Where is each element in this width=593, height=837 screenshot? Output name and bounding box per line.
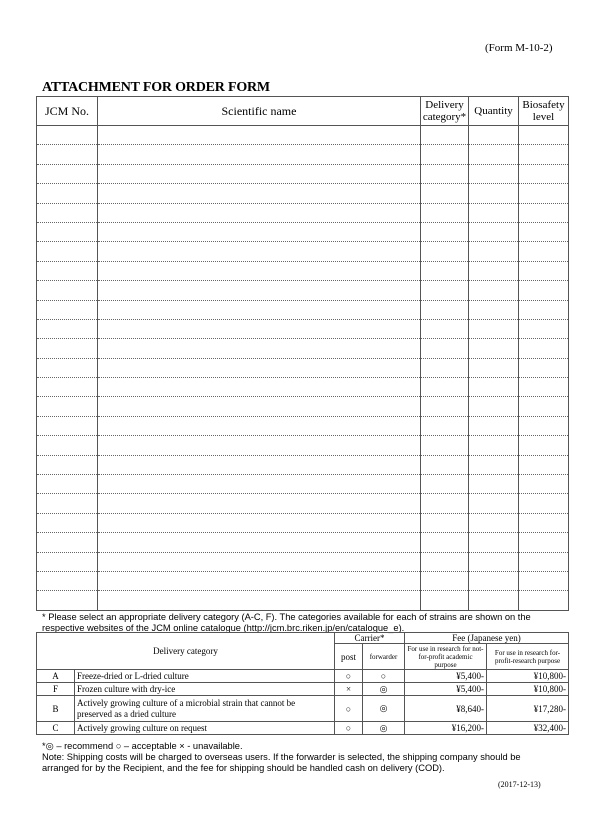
quantity-cell[interactable]	[469, 222, 519, 241]
order-row	[37, 571, 569, 590]
scientific-name-cell[interactable]	[98, 494, 421, 513]
delivery-category-cell[interactable]	[421, 591, 469, 610]
scientific-name-cell[interactable]	[98, 397, 421, 416]
quantity-cell[interactable]	[469, 533, 519, 552]
quantity-cell[interactable]	[469, 571, 519, 590]
scientific-name-cell[interactable]	[98, 571, 421, 590]
order-attachment-table	[36, 96, 569, 611]
col-header-quantity: Quantity	[469, 97, 519, 126]
forwarder-availability: ◎	[363, 696, 405, 722]
fee-nonprofit: ¥16,200-	[405, 722, 487, 735]
forwarder-availability: ○	[363, 670, 405, 683]
quantity-cell[interactable]	[469, 319, 519, 338]
post-availability: ○	[335, 696, 363, 722]
col-header-scientific-name: Scientific name	[98, 97, 421, 126]
jcm-no-cell[interactable]	[37, 203, 98, 222]
jcm-no-cell[interactable]	[37, 571, 98, 590]
order-row	[37, 203, 569, 222]
biosafety-level-cell[interactable]	[519, 571, 569, 590]
form-date: (2017-12-13)	[498, 780, 541, 789]
order-row	[37, 261, 569, 280]
carrier-forwarder-header: forwarder	[363, 644, 405, 670]
biosafety-level-cell[interactable]	[519, 378, 569, 397]
category-desc: Freeze-dried or L-dried culture	[75, 670, 335, 683]
scientific-name-cell[interactable]	[98, 242, 421, 261]
delivery-category-cell[interactable]	[421, 242, 469, 261]
order-row	[37, 242, 569, 261]
scientific-name-cell[interactable]	[98, 339, 421, 358]
jcm-no-cell[interactable]	[37, 281, 98, 300]
delivery-category-cell[interactable]	[421, 281, 469, 300]
scientific-name-cell[interactable]	[98, 126, 421, 145]
fee-nonprofit-header: For use in research for not-for-profit academic purpose	[405, 644, 487, 670]
order-row	[37, 126, 569, 145]
biosafety-level-cell[interactable]	[519, 145, 569, 164]
biosafety-level-cell[interactable]	[519, 126, 569, 145]
jcm-no-cell[interactable]	[37, 339, 98, 358]
delivery-category-cell[interactable]	[421, 533, 469, 552]
order-row	[37, 591, 569, 610]
scientific-name-cell[interactable]	[98, 475, 421, 494]
scientific-name-cell[interactable]	[98, 513, 421, 532]
delivery-category-cell[interactable]	[421, 494, 469, 513]
fee-nonprofit: ¥5,400-	[405, 683, 487, 696]
delivery-category-cell[interactable]	[421, 358, 469, 377]
biosafety-level-cell[interactable]	[519, 242, 569, 261]
fee-profit: ¥10,800-	[487, 683, 569, 696]
jcm-no-cell[interactable]	[37, 533, 98, 552]
delivery-category-cell[interactable]	[421, 126, 469, 145]
delivery-category-cell[interactable]	[421, 571, 469, 590]
fee-nonprofit: ¥5,400-	[405, 670, 487, 683]
biosafety-level-cell[interactable]	[519, 397, 569, 416]
biosafety-level-cell[interactable]	[519, 222, 569, 241]
order-row	[37, 164, 569, 183]
order-row	[37, 397, 569, 416]
quantity-cell[interactable]	[469, 281, 519, 300]
biosafety-level-cell[interactable]	[519, 494, 569, 513]
biosafety-line2: level	[532, 111, 555, 123]
delivery-category-cell[interactable]	[421, 339, 469, 358]
quantity-cell[interactable]	[469, 300, 519, 319]
scientific-name-cell[interactable]	[98, 378, 421, 397]
fee-nonprofit: ¥8,640-	[405, 696, 487, 722]
form-code: (Form M-10-2)	[485, 42, 553, 54]
biosafety-level-cell[interactable]	[519, 339, 569, 358]
order-row	[37, 222, 569, 241]
order-row	[37, 358, 569, 377]
quantity-cell[interactable]	[469, 378, 519, 397]
order-row	[37, 533, 569, 552]
delivery-category-note: * Please select an appropriate delivery category (A-C, F). The categories available for each of strains are shown on the respective websites of the JCM online catalogue (http://jcm.brc.riken.jp/en/catalogue_e).	[42, 612, 531, 633]
delivery-category-cell[interactable]	[421, 145, 469, 164]
order-row	[37, 300, 569, 319]
biosafety-level-cell[interactable]	[519, 533, 569, 552]
jcm-no-cell[interactable]	[37, 455, 98, 474]
delivery-category-cell[interactable]	[421, 436, 469, 455]
col-header-jcm-no: JCM No.	[37, 97, 98, 126]
delivery-category-cell[interactable]	[421, 455, 469, 474]
scientific-name-cell[interactable]	[98, 552, 421, 571]
jcm-no-cell[interactable]	[37, 416, 98, 435]
delivery-line2: category*	[422, 111, 467, 123]
delivery-category-cell[interactable]	[421, 475, 469, 494]
quantity-cell[interactable]	[469, 455, 519, 474]
quantity-cell[interactable]	[469, 126, 519, 145]
jcm-no-cell[interactable]	[37, 164, 98, 183]
shipping-note: Note: Shipping costs will be charged to overseas users. If the forwarder is selected, the shipping company should be arranged for by the Recipient, and the fee for shipping should be handled cash on delivery (COD).	[42, 752, 521, 773]
scientific-name-cell[interactable]	[98, 203, 421, 222]
quantity-cell[interactable]	[469, 494, 519, 513]
scientific-name-cell[interactable]	[98, 184, 421, 203]
jcm-no-cell[interactable]	[37, 591, 98, 610]
quantity-cell[interactable]	[469, 436, 519, 455]
jcm-no-cell[interactable]	[37, 300, 98, 319]
biosafety-level-cell[interactable]	[519, 455, 569, 474]
jcm-no-cell[interactable]	[37, 319, 98, 338]
delivery-category-cell[interactable]	[421, 164, 469, 183]
fee-row	[37, 696, 569, 722]
scientific-name-cell[interactable]	[98, 533, 421, 552]
quantity-cell[interactable]	[469, 261, 519, 280]
jcm-no-cell[interactable]	[37, 242, 98, 261]
post-availability: ×	[335, 683, 363, 696]
forwarder-availability: ◎	[363, 722, 405, 735]
biosafety-level-cell[interactable]	[519, 300, 569, 319]
jcm-no-cell[interactable]	[37, 184, 98, 203]
category-desc: Actively growing culture on request	[75, 722, 335, 735]
order-row	[37, 436, 569, 455]
jcm-no-cell[interactable]	[37, 222, 98, 241]
jcm-no-cell[interactable]	[37, 378, 98, 397]
biosafety-level-cell[interactable]	[519, 261, 569, 280]
carrier-post-header: post	[335, 644, 363, 670]
scientific-name-cell[interactable]	[98, 281, 421, 300]
biosafety-level-cell[interactable]	[519, 416, 569, 435]
biosafety-level-cell[interactable]	[519, 436, 569, 455]
category-code: B	[37, 696, 75, 722]
order-row	[37, 455, 569, 474]
delivery-category-cell[interactable]	[421, 378, 469, 397]
order-row	[37, 145, 569, 164]
quantity-cell[interactable]	[469, 397, 519, 416]
quantity-cell[interactable]	[469, 242, 519, 261]
scientific-name-cell[interactable]	[98, 591, 421, 610]
order-row	[37, 494, 569, 513]
fee-row	[37, 683, 569, 696]
fee-row	[37, 670, 569, 683]
scientific-name-cell[interactable]	[98, 164, 421, 183]
page-title: ATTACHMENT FOR ORDER FORM	[42, 80, 270, 95]
quantity-cell[interactable]	[469, 513, 519, 532]
biosafety-level-cell[interactable]	[519, 319, 569, 338]
quantity-cell[interactable]	[469, 591, 519, 610]
jcm-no-cell[interactable]	[37, 475, 98, 494]
jcm-no-cell[interactable]	[37, 436, 98, 455]
jcm-no-cell[interactable]	[37, 126, 98, 145]
delivery-category-cell[interactable]	[421, 222, 469, 241]
delivery-line1: Delivery	[425, 99, 464, 111]
jcm-no-cell[interactable]	[37, 261, 98, 280]
fee-profit: ¥32,400-	[487, 722, 569, 735]
biosafety-level-cell[interactable]	[519, 203, 569, 222]
jcm-no-cell[interactable]	[37, 552, 98, 571]
delivery-category-cell[interactable]	[421, 203, 469, 222]
biosafety-level-cell[interactable]	[519, 513, 569, 532]
scientific-name-cell[interactable]	[98, 145, 421, 164]
order-row	[37, 339, 569, 358]
order-row	[37, 184, 569, 203]
quantity-cell[interactable]	[469, 339, 519, 358]
scientific-name-cell[interactable]	[98, 319, 421, 338]
quantity-cell[interactable]	[469, 475, 519, 494]
fee-header-fee: Fee (Japanese yen)	[405, 633, 569, 644]
quantity-cell[interactable]	[469, 416, 519, 435]
quantity-cell[interactable]	[469, 164, 519, 183]
fee-profit: ¥17,280-	[487, 696, 569, 722]
jcm-no-cell[interactable]	[37, 513, 98, 532]
biosafety-level-cell[interactable]	[519, 552, 569, 571]
biosafety-level-cell[interactable]	[519, 591, 569, 610]
order-row	[37, 281, 569, 300]
category-desc: Actively growing culture of a microbial strain that cannot be preserved as a dried culture	[75, 696, 335, 722]
biosafety-line1: Biosafety	[522, 99, 565, 111]
fee-header-carrier: Carrier*	[335, 633, 405, 644]
fee-header-delivery-category: Delivery category	[37, 633, 335, 670]
category-code: F	[37, 683, 75, 696]
fee-table	[36, 632, 569, 735]
jcm-no-cell[interactable]	[37, 397, 98, 416]
delivery-category-cell[interactable]	[421, 552, 469, 571]
delivery-category-cell[interactable]	[421, 416, 469, 435]
order-row	[37, 416, 569, 435]
forwarder-availability: ◎	[363, 683, 405, 696]
scientific-name-cell[interactable]	[98, 455, 421, 474]
category-desc: Frozen culture with dry-ice	[75, 683, 335, 696]
delivery-category-cell[interactable]	[421, 397, 469, 416]
fee-row	[37, 722, 569, 735]
order-row	[37, 475, 569, 494]
category-code: C	[37, 722, 75, 735]
biosafety-level-cell[interactable]	[519, 358, 569, 377]
post-availability: ○	[335, 722, 363, 735]
fee-profit: ¥10,800-	[487, 670, 569, 683]
order-row	[37, 319, 569, 338]
biosafety-level-cell[interactable]	[519, 475, 569, 494]
scientific-name-cell[interactable]	[98, 222, 421, 241]
biosafety-level-cell[interactable]	[519, 281, 569, 300]
scientific-name-cell[interactable]	[98, 416, 421, 435]
order-row	[37, 552, 569, 571]
fee-profit-header: For use in research for-profit-research purpose	[487, 644, 569, 670]
delivery-category-cell[interactable]	[421, 513, 469, 532]
col-header-delivery-category	[421, 97, 469, 126]
delivery-category-cell[interactable]	[421, 319, 469, 338]
quantity-cell[interactable]	[469, 358, 519, 377]
delivery-category-cell[interactable]	[421, 300, 469, 319]
delivery-category-cell[interactable]	[421, 261, 469, 280]
jcm-no-cell[interactable]	[37, 358, 98, 377]
col-header-biosafety-level	[519, 97, 569, 126]
scientific-name-cell[interactable]	[98, 300, 421, 319]
jcm-no-cell[interactable]	[37, 494, 98, 513]
category-code: A	[37, 670, 75, 683]
quantity-cell[interactable]	[469, 203, 519, 222]
carrier-legend: *◎ – recommend ○ – acceptable × - unavailable.	[42, 741, 243, 751]
scientific-name-cell[interactable]	[98, 436, 421, 455]
quantity-cell[interactable]	[469, 552, 519, 571]
biosafety-level-cell[interactable]	[519, 184, 569, 203]
biosafety-level-cell[interactable]	[519, 164, 569, 183]
quantity-cell[interactable]	[469, 145, 519, 164]
order-row	[37, 378, 569, 397]
scientific-name-cell[interactable]	[98, 261, 421, 280]
table-header-row	[37, 97, 569, 126]
jcm-no-cell[interactable]	[37, 145, 98, 164]
post-availability: ○	[335, 670, 363, 683]
order-row	[37, 513, 569, 532]
scientific-name-cell[interactable]	[98, 358, 421, 377]
delivery-category-cell[interactable]	[421, 184, 469, 203]
quantity-cell[interactable]	[469, 184, 519, 203]
